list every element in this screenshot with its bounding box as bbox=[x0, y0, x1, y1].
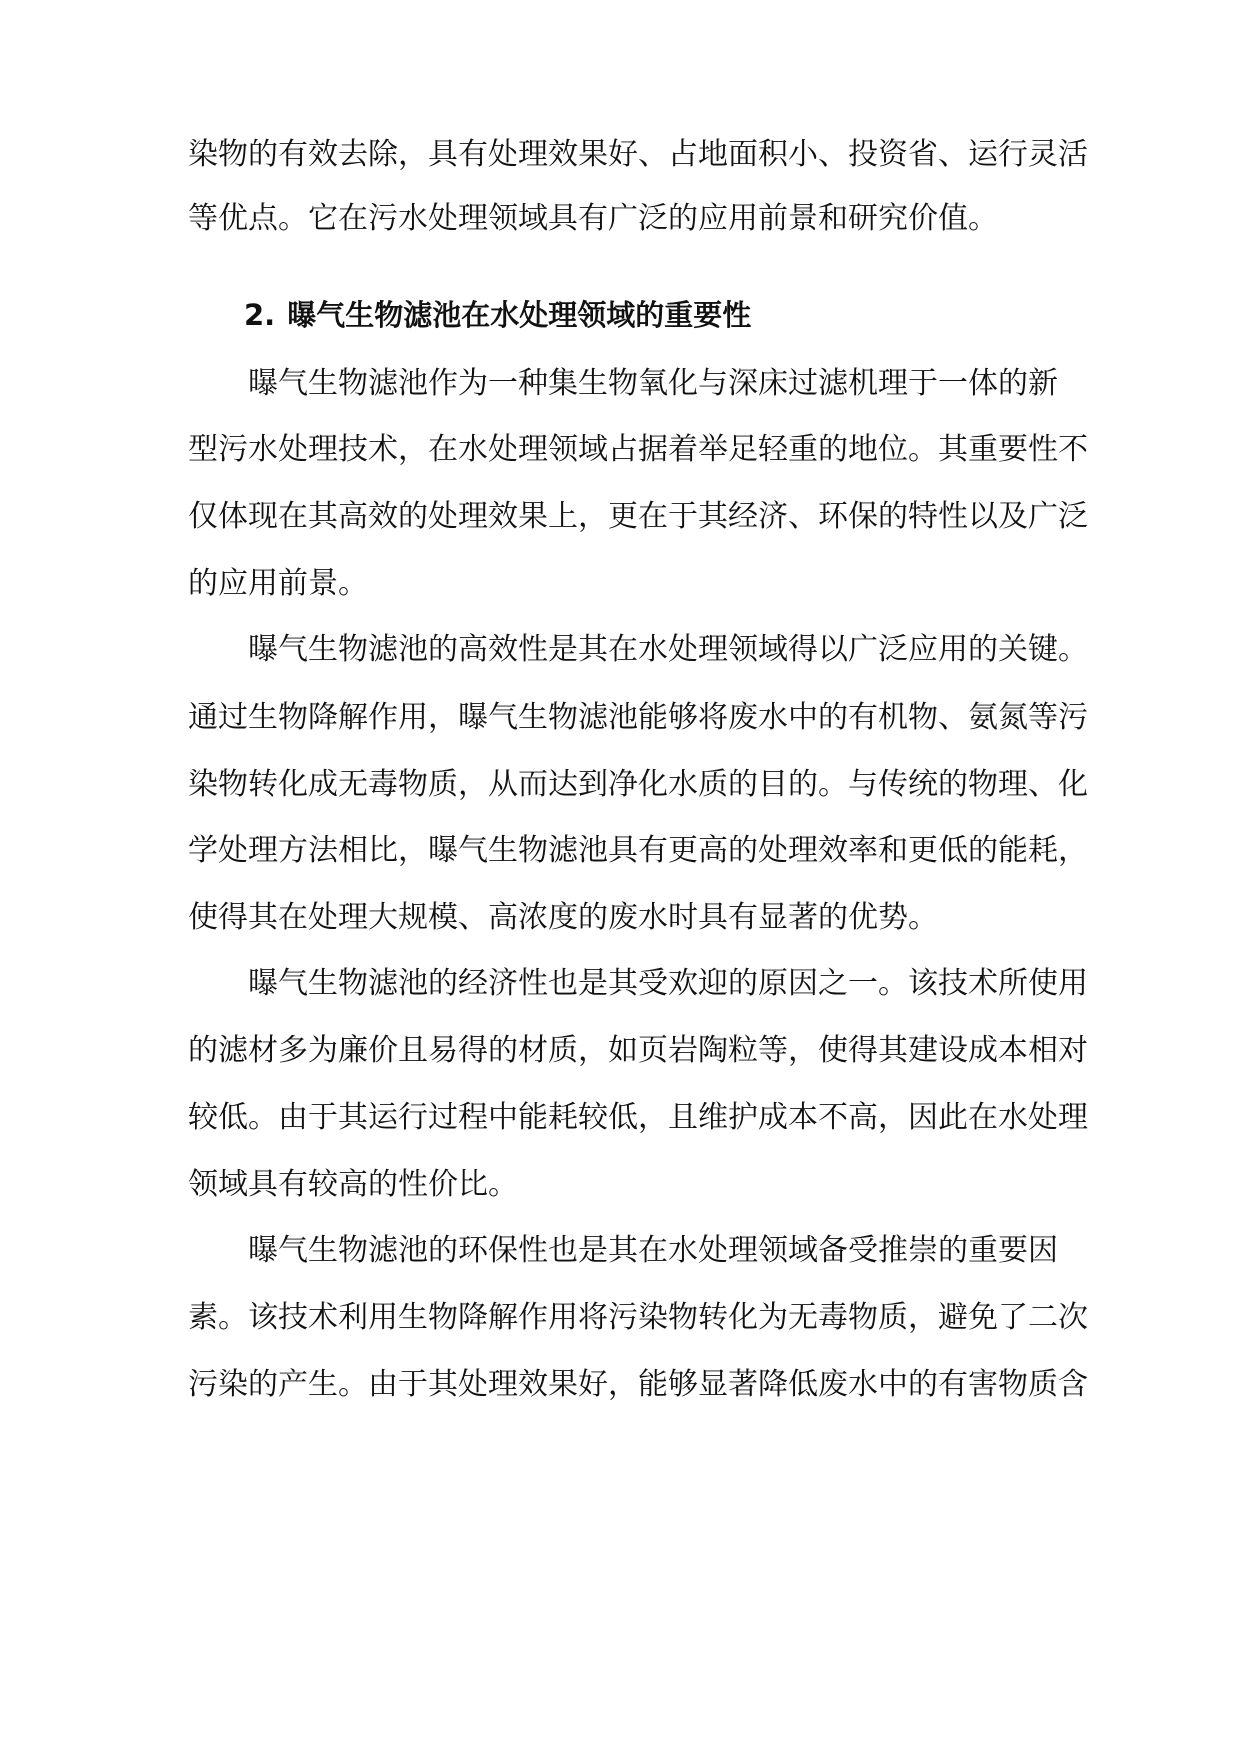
paragraph-3-line-2: 的滤材多为廉价且易得的材质，如页岩陶粒等，使得其建设成本相对 bbox=[188, 1033, 1088, 1068]
paragraph-4-line-3: 污染的产生。由于其处理效果好，能够显著降低废水中的有害物质含 bbox=[188, 1367, 1088, 1402]
section-number: 2. bbox=[244, 298, 276, 332]
paragraph-2-line-2: 通过生物降解作用，曝气生物滤池能够将废水中的有机物、氨氮等污 bbox=[188, 700, 1088, 735]
paragraph-2-line-5: 使得其在处理大规模、高浓度的废水时具有显著的优势。 bbox=[188, 900, 938, 935]
paragraph-1-line-3: 仅体现在其高效的处理效果上，更在于其经济、环保的特性以及广泛 bbox=[188, 499, 1088, 534]
paragraph-4-line-1: 曝气生物滤池的环保性也是其在水处理领域备受推崇的重要因 bbox=[248, 1233, 1058, 1268]
section-heading bbox=[244, 297, 751, 333]
paragraph-1-line-1: 曝气生物滤池作为一种集生物氧化与深床过滤机理于一体的新 bbox=[248, 366, 1058, 401]
paragraph-2-line-1: 曝气生物滤池的高效性是其在水处理领域得以广泛应用的关键。 bbox=[248, 632, 1088, 667]
paragraph-3-line-4: 领域具有较高的性价比。 bbox=[188, 1167, 518, 1202]
paragraph-1-line-4: 的应用前景。 bbox=[188, 566, 368, 601]
paragraph-2-line-3: 染物转化成无毒物质，从而达到净化水质的目的。与传统的物理、化 bbox=[188, 767, 1088, 802]
paragraph-1-line-2: 型污水处理技术，在水处理领域占据着举足轻重的地位。其重要性不 bbox=[188, 432, 1088, 467]
paragraph-3-line-1: 曝气生物滤池的经济性也是其受欢迎的原因之一。该技术所使用 bbox=[248, 966, 1088, 1001]
paragraph-2-line-4: 学处理方法相比，曝气生物滤池具有更高的处理效率和更低的能耗， bbox=[188, 833, 1088, 868]
paragraph-3-line-3: 较低。由于其运行过程中能耗较低，且维护成本不高，因此在水处理 bbox=[188, 1100, 1088, 1135]
section-title: 曝气生物滤池在水处理领域的重要性 bbox=[287, 298, 752, 332]
intro-line-1: 染物的有效去除，具有处理效果好、占地面积小、投资省、运行灵活 bbox=[188, 137, 1088, 172]
intro-line-2: 等优点。它在污水处理领域具有广泛的应用前景和研究价值。 bbox=[188, 201, 998, 236]
paragraph-4-line-2: 素。该技术利用生物降解作用将污染物转化为无毒物质，避免了二次 bbox=[188, 1300, 1088, 1335]
